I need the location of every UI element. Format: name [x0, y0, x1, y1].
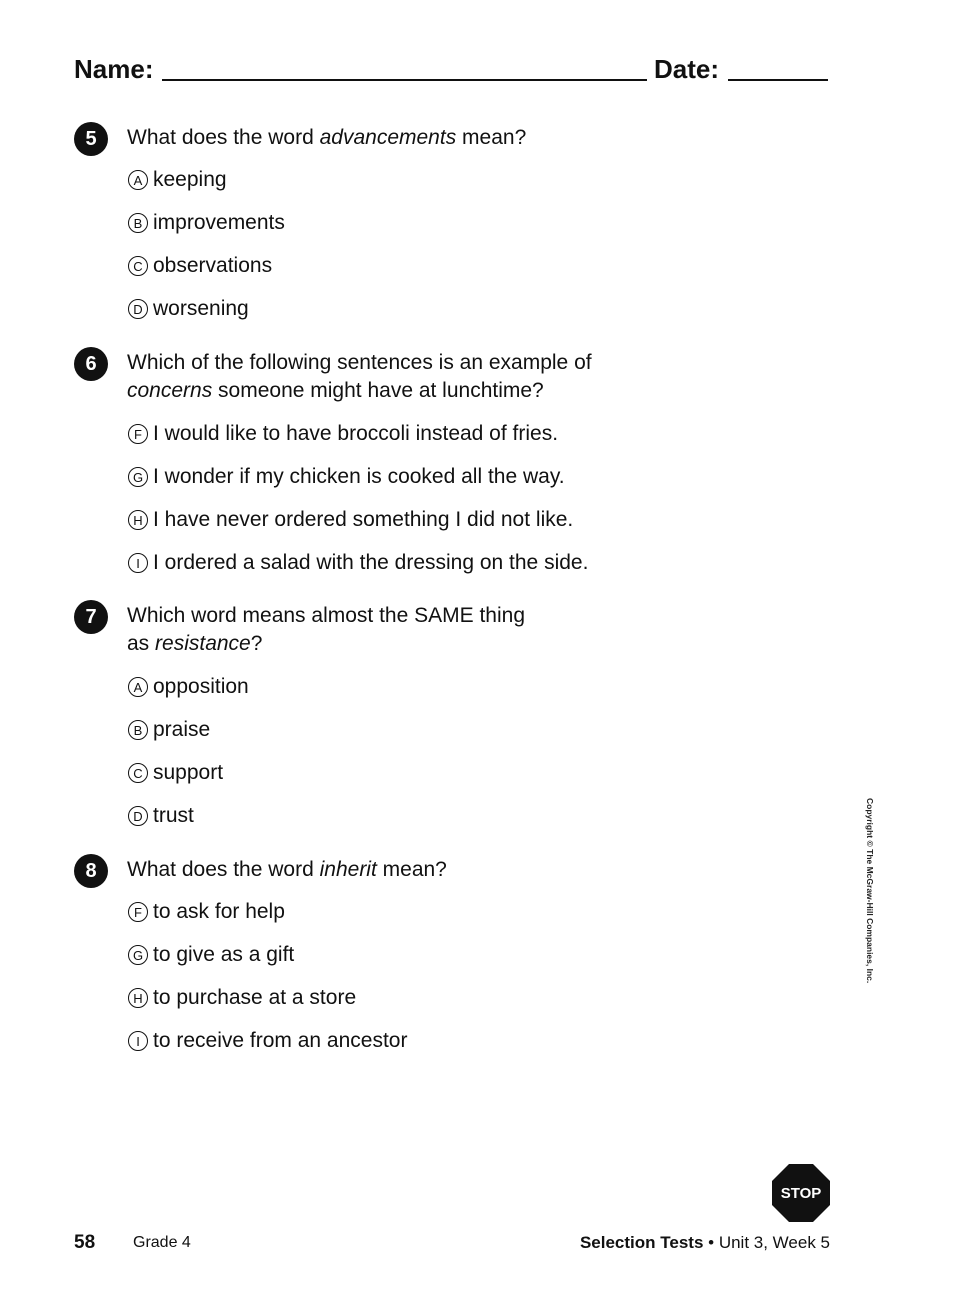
question-number-badge: 7 — [74, 600, 108, 634]
answer-bubble[interactable]: A — [128, 170, 148, 190]
answer-bubble[interactable]: G — [128, 945, 148, 965]
answer-option-c[interactable]: C observations — [128, 252, 272, 280]
answer-option-g[interactable]: G I wonder if my chicken is cooked all the way. — [128, 463, 565, 491]
answer-option-b[interactable]: B improvements — [128, 209, 285, 237]
question-text: What does the word advancements mean? — [127, 126, 527, 149]
answer-bubble[interactable]: H — [128, 988, 148, 1008]
answer-bubble[interactable]: C — [128, 256, 148, 276]
answer-option-h[interactable]: H to purchase at a store — [128, 984, 356, 1012]
answer-bubble[interactable]: D — [128, 299, 148, 319]
answer-option-i[interactable]: I to receive from an ancestor — [128, 1027, 407, 1055]
question-6 — [74, 347, 694, 587]
footer-series: Selection Tests • Unit 3, Week 5 — [579, 1233, 830, 1252]
question-text: Which of the following sentences is an example of concerns someone might have at lunchtime? — [127, 351, 592, 402]
answer-option-b[interactable]: B praise — [128, 716, 210, 744]
answer-bubble[interactable]: I — [128, 553, 148, 573]
answer-bubble[interactable]: H — [128, 510, 148, 530]
question-number-badge: 8 — [74, 854, 108, 888]
answer-option-a[interactable]: A opposition — [128, 673, 249, 701]
answer-bubble[interactable]: I — [128, 1031, 148, 1051]
answer-bubble[interactable]: G — [128, 467, 148, 487]
question-text: What does the word inherit mean? — [127, 858, 447, 881]
answer-option-h[interactable]: H I have never ordered something I did not like. — [128, 506, 573, 534]
date-blank-line[interactable] — [728, 79, 828, 81]
grade-label: Grade 4 — [133, 1234, 191, 1251]
name-label: Name: — [74, 54, 154, 84]
answer-option-i[interactable]: I I ordered a salad with the dressing on the side. — [128, 549, 588, 577]
answer-bubble[interactable]: F — [128, 902, 148, 922]
answer-option-f[interactable]: F I would like to have broccoli instead of fries. — [128, 420, 558, 448]
stop-sign-label: STOP — [780, 1185, 822, 1202]
question-7 — [74, 600, 694, 840]
answer-option-d[interactable]: D trust — [128, 802, 194, 830]
answer-option-f[interactable]: F to ask for help — [128, 898, 285, 926]
date-label: Date: — [654, 54, 720, 84]
question-number-badge: 6 — [74, 347, 108, 381]
answer-bubble[interactable]: A — [128, 677, 148, 697]
question-8 — [74, 854, 694, 1064]
answer-bubble[interactable]: B — [128, 720, 148, 740]
question-5 — [74, 122, 694, 332]
answer-bubble[interactable]: D — [128, 806, 148, 826]
stop-sign-icon — [772, 1164, 830, 1222]
answer-option-g[interactable]: G to give as a gift — [128, 941, 294, 969]
series-title: Selection Tests — [579, 1233, 704, 1252]
answer-bubble[interactable]: C — [128, 763, 148, 783]
name-date-header — [74, 52, 830, 86]
answer-option-a[interactable]: A keeping — [128, 166, 227, 194]
question-number-badge: 5 — [74, 122, 108, 156]
answer-bubble[interactable]: B — [128, 213, 148, 233]
name-blank-line[interactable] — [162, 79, 647, 81]
answer-option-d[interactable]: D worsening — [128, 295, 249, 323]
answer-bubble[interactable]: F — [128, 424, 148, 444]
page-number: 58 — [74, 1232, 96, 1253]
question-text: Which word means almost the SAME thing as resistance? — [127, 604, 525, 655]
unit-week: Unit 3, Week 5 — [718, 1233, 830, 1252]
answer-option-c[interactable]: C support — [128, 759, 223, 787]
